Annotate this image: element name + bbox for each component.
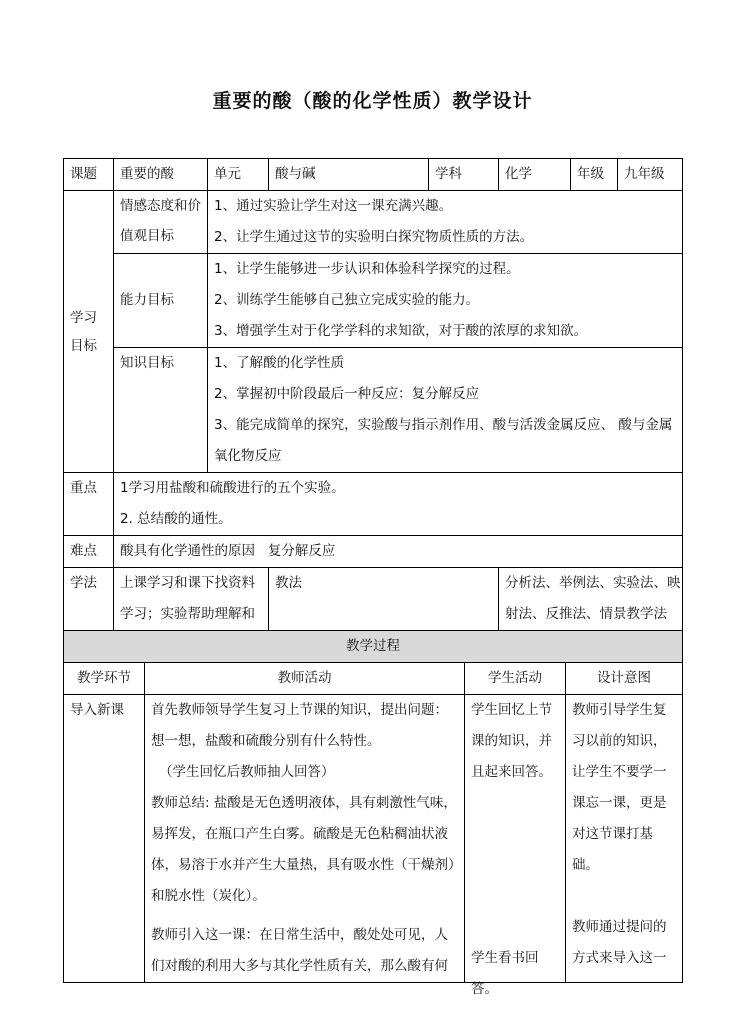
knowledge-goal-label: 知识目标	[114, 348, 208, 473]
grade-value: 九年级	[618, 159, 683, 191]
ability-item: 2、训练学生能够自己独立完成实验的能力。	[214, 292, 480, 308]
teacher-activity-paragraph: （学生回忆后教师抽人回答）	[159, 764, 335, 780]
key-points-label: 重点	[64, 473, 114, 536]
column-header-student: 学生活动	[465, 663, 566, 695]
ability-goal-label: 能力目标	[114, 254, 208, 348]
teach-method-label: 教法	[269, 568, 499, 662]
knowledge-item: 1、了解酸的化学性质	[214, 355, 345, 371]
teacher-activity-paragraph: 首先教师领导学生复习上节课的知识，提出问题：想一想，盐酸和硫酸分别有什么特性。	[151, 702, 448, 749]
ability-item: 3、增强学生对于化学学科的求知欲，对于酸的浓厚的求知欲。	[214, 323, 588, 339]
emotion-item: 1、通过实验让学生对这一课充满兴趣。	[214, 198, 453, 214]
document-title: 重要的酸（酸的化学性质）教学设计	[212, 90, 533, 112]
column-header-stage: 教学环节	[64, 663, 145, 695]
student-activity-paragraph: 学生看书回答。	[471, 950, 539, 997]
knowledge-goal-content	[208, 348, 683, 473]
goals-label-text: 学习目标	[70, 309, 97, 354]
key-point-item: 2. 总结酸的通性。	[120, 511, 232, 527]
column-header-intent: 设计意图	[566, 663, 683, 695]
info-table	[63, 158, 683, 662]
topic-value: 重要的酸	[114, 159, 208, 191]
unit-label: 单元	[208, 159, 269, 191]
difficulty-content: 酸具有化学通性的原因 复分解反应	[114, 536, 683, 568]
student-activity-cell	[465, 695, 566, 997]
teacher-activity-cell	[145, 695, 465, 983]
difficulty-label: 难点	[64, 536, 114, 568]
subject-value: 化学	[499, 159, 571, 191]
key-points-content	[114, 473, 683, 536]
goals-label	[64, 191, 114, 473]
teacher-activity-paragraph: 教师总结: 盐酸是无色透明液体，具有刺激性气味，易挥发，在瓶口产生白雾。硫酸是无色粘稠油状液体，易溶于水并产生大量热，具有吸水性（干燥剂）和脱水性（炭化）。	[151, 795, 457, 904]
design-intent-paragraph: 教师引导学生复习以前的知识，让学生不要学一课忘一课，更是对这节课打基础。	[572, 702, 667, 873]
key-point-item: 1学习用盐酸和硫酸进行的五个实验。	[120, 480, 345, 496]
unit-value: 酸与碱	[269, 159, 429, 191]
process-header: 教学过程	[64, 631, 683, 663]
teach-method-content: 分析法、举例法、实验法、映射法、反推法、情景教学法	[499, 568, 683, 662]
emotion-item: 2、让学生通过这节的实验明白探究物质性质的方法。	[214, 229, 534, 245]
ability-item: 1、让学生能够进一步认识和体验科学探究的过程。	[214, 261, 520, 277]
topic-label: 课题	[64, 159, 114, 191]
emotion-goal-label: 情感态度和价值观目标	[114, 191, 208, 254]
knowledge-item: 2、掌握初中阶段最后一种反应：复分解反应	[214, 386, 480, 402]
design-intent-paragraph: 教师通过提问的方式来导入这一	[572, 919, 667, 966]
knowledge-item: 3、能完成简单的探究，实验酸与指示剂作用、酸与活泼金属反应、 酸与金属氧化物反应	[214, 417, 673, 464]
grade-label: 年级	[571, 159, 618, 191]
stage-cell: 导入新课	[64, 695, 145, 983]
teacher-activity-paragraph: 教师引入这一课：在日常生活中，酸处处可见，人们对酸的利用大多与其化学性质有关，那么酸有何	[151, 927, 448, 974]
emotion-goal-content	[208, 191, 683, 254]
process-table	[63, 630, 683, 997]
subject-label: 学科	[429, 159, 499, 191]
design-intent-cell	[566, 695, 683, 983]
study-method-content: 上课学习和课下找资料学习；实验帮助理解和	[114, 568, 269, 662]
ability-goal-content	[208, 254, 683, 348]
study-method-label: 学法	[64, 568, 114, 662]
column-header-teacher: 教师活动	[145, 663, 465, 695]
student-activity-paragraph: 学生回忆上节课的知识，并且起来回答。	[471, 702, 552, 780]
